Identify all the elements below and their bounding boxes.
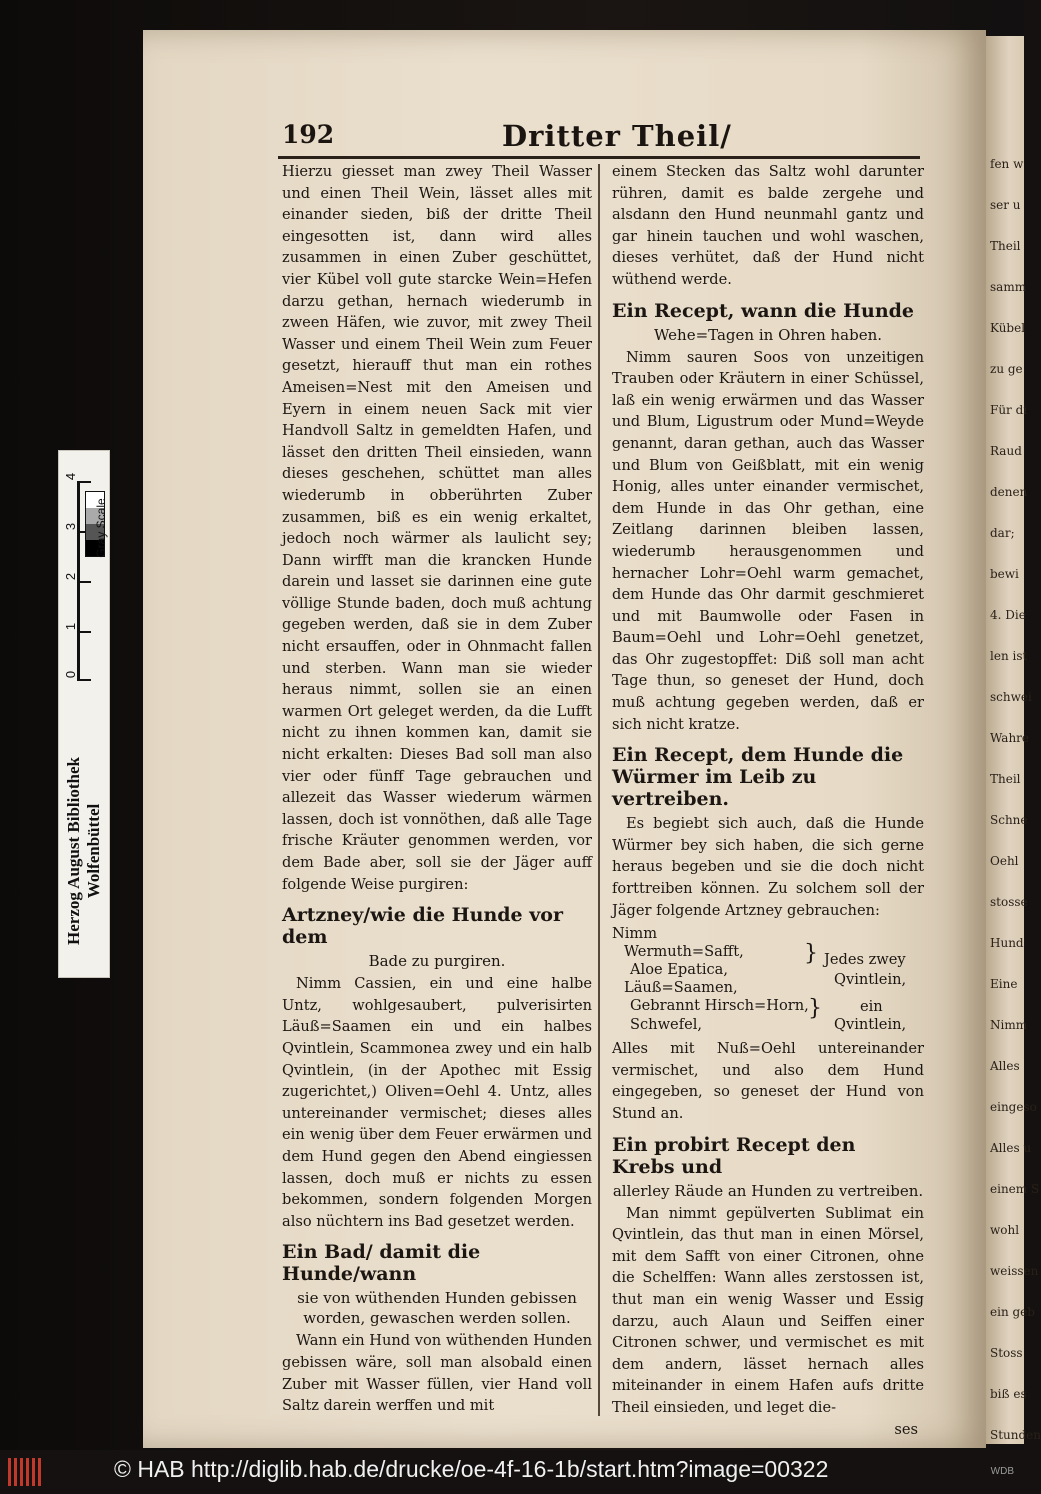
- next-page-fragment: Raud: [990, 444, 1022, 458]
- recipe-dose: Jedes zwey: [824, 951, 906, 969]
- brace-icon: }: [808, 996, 822, 1022]
- section-subheading: Wehe=Tagen in Ohren haben.: [653, 325, 883, 344]
- section-subheading: Bade zu purgiren.: [368, 952, 506, 971]
- paragraph: Nimm sauren Soos von unzeitigen Trauben oder Kräutern in einer Schüssel, laß ein wenig erwärmen und das Wasser und Blum, Ligustrum oder Mund=Weyde genannt, daran gethan, auch das Wasser und Blum von Geißblatt, mit ein wenig Honig, alles unter einander vermischet, dem Hunde in das Ohr gethan, eine Zeitlang darinnen bleiben lassen, wiederumb herausgenommen und hernacher Lohr=Oehl warm gemachet, dem Hunde das Ohr darmit geschmieret und mit Baumwolle oder Fasen in Baum=Oehl und Lohr=Oehl genetzet, das Ohr zugestopffet: Diß soll man acht Tage thun, so geneset der Hund, doch muß achtung gegeben werden, daß er sich nicht kratze.: [612, 348, 924, 733]
- library-label-card: [58, 450, 110, 978]
- next-page-fragment: len ist: [990, 649, 1028, 663]
- next-page-fragment: ein geb: [990, 1305, 1035, 1319]
- next-page-fragment: biß es: [990, 1387, 1027, 1401]
- catchword: ses: [894, 1420, 918, 1438]
- footer-url[interactable]: © HAB http://diglib.hab.de/drucke/oe-4f-16-1b/start.htm?image=00322: [114, 1456, 829, 1482]
- ruler-number: 1: [63, 622, 79, 631]
- next-page-fragment: Nimm: [990, 1018, 1028, 1032]
- next-page-fragment: wohl: [990, 1223, 1020, 1237]
- right-column: [612, 161, 924, 1440]
- section-heading: Ein Bad/ damit die Hunde/wann: [282, 1241, 481, 1286]
- recipe-item: Läuß=Saamen,: [624, 979, 738, 997]
- next-page-fragment: Schne: [990, 813, 1028, 827]
- next-page-fragment: Für di: [990, 403, 1028, 417]
- ruler-number: 3: [63, 522, 79, 531]
- footer-mark: WDB: [990, 1466, 1014, 1477]
- next-page-fragments: [986, 156, 1041, 1444]
- paragraph: Hierzu giesset man zwey Theil Wasser und einen Theil Wein, lässet alles mit einander sieden, biß der dritte Theil eingesotten ist, dann wird alles zusammen in einen Zuber geschüttet, vier Kübel voll gute starcke Wein=Hefen darzu gethan, hernach wiederumb in zween Häfen, wie zuvor, mit zwey Theil Wasser und einem Theil Wein zum Feuer gesetzt, hierauff thut man ein rothes Ameisen=Nest mit den Ameisen und Eyern in einem neuen Sack mit vier Handvoll Saltz in gemeldten Hafen, und lässet den dritten Theil einsieden, wann dieses geschehen, schüttet man alles wiederumb in obberührten Zuber zusammen, biß es ein wenig erkaltet, jedoch noch wärmer als laulicht sey; Dann wirfft man die krancken Hunde darein und lasset sie darinnen eine gute völlige Stunde baden, doch muß achtung gegeben werden, daß sie in dem Zuber nicht ersauffen, oder in Ohnmacht fallen und sterben. Wann man sie wieder heraus nimmt, sollen sie an einen warmen Ort geleget werden, da die Lufft nicht zu ihnen kommen kan, damit sie nicht erkalten: Dieses Bad soll man also vier oder fünff Tage gebrauchen und allezeit das Wasser wiederum wärmen lassen, doch ist vonnöthen, daß alle Tage frische Kräuter genommen werden, vor dem Bade aber, soll sie der Jäger auff folgende Weise purgiren:: [282, 163, 592, 893]
- recipe-item: Aloe Epatica,: [630, 961, 729, 979]
- gray-scale-label: Gray Scale: [94, 498, 108, 558]
- next-page-fragment: zu ge: [990, 362, 1023, 376]
- paragraph: einem Stecken das Saltz wohl darunter rühren, damit es balde zergehe und alsdann den Hund neunmahl gantz und gar hinein tauchen und wohl waschen, dieses verhütet, daß der Hund nicht wüthend werde.: [612, 163, 924, 288]
- library-city: Wolfenbüttel: [84, 803, 103, 899]
- next-page-fragment: Alles: [990, 1059, 1020, 1073]
- recipe-dose: ein: [860, 998, 883, 1016]
- next-page-fragment: ser u: [990, 198, 1021, 212]
- next-page-edge: [986, 36, 1041, 1444]
- next-page-fragment: Hund: [990, 936, 1024, 950]
- hab-logo-icon: [8, 1458, 44, 1486]
- section-subheading: sie von wüthenden Hunden gebissen worden, gewaschen werden sollen.: [297, 1289, 577, 1328]
- next-page-fragment: Theil: [990, 239, 1021, 253]
- ruler-number: 0: [63, 670, 79, 679]
- next-page-fragment: dar;: [990, 526, 1015, 540]
- left-column: [282, 161, 592, 1417]
- section-heading: Ein Recept, dem Hunde die Würmer im Leib zu vertreiben.: [612, 744, 904, 811]
- page-header: [282, 120, 922, 158]
- recipe-dose: Qvintlein,: [834, 1016, 907, 1034]
- brace-icon: }: [804, 941, 818, 967]
- next-page-fragment: fen w: [990, 157, 1024, 171]
- next-page-fragment: Theil: [990, 772, 1021, 786]
- header-rule: [278, 156, 920, 159]
- next-page-fragment: samm: [990, 280, 1027, 294]
- next-page-fragment: weissen: [990, 1264, 1039, 1278]
- recipe-item: Schwefel,: [630, 1016, 703, 1034]
- running-head: Dritter Theil/: [502, 119, 732, 153]
- next-page-fragment: eingeso: [990, 1100, 1037, 1114]
- paragraph: Es begiebt sich auch, daß die Hunde Würmer bey sich haben, die sich gerne heraus begeben und sie die doch nicht forttreiben können. Zu solchem soll der Jäger folgende Artzney gebrauchen:: [612, 815, 924, 919]
- recipe-item: Gebrannt Hirsch=Horn,: [630, 997, 809, 1015]
- section-heading: Ein Recept, wann die Hunde: [612, 299, 915, 322]
- next-page-fragment: Stoss: [990, 1346, 1023, 1360]
- recipe-nimm: Nimm: [612, 925, 658, 943]
- paragraph: Man nimmt gepülverten Sublimat ein Qvintlein, das thut man in einen Mörsel, mit dem Safft von einer Citronen, ohne die Schelffen: Wann alles zerstossen ist, thut man ein wenig Wasser und Essig darzu, auch Alaun und Seiffen einer Citronen schwer, und vermischet es mit dem andern, lässet hernach alles miteinander in einem Hafen aufs dritte Theil einsieden, und leget die-: [612, 1204, 924, 1416]
- section-heading: Artzney/wie die Hunde vor dem: [282, 904, 563, 949]
- next-page-fragment: denen: [990, 485, 1028, 499]
- paragraph: Alles mit Nuß=Oehl untereinander vermischet, und also dem Hund eingegeben, so geneset der Hund von Stund an.: [612, 1040, 924, 1122]
- next-page-fragment: Oehl: [990, 854, 1019, 868]
- next-page-fragment: schwei: [990, 690, 1032, 704]
- paragraph: Wann ein Hund von wüthenden Hunden gebissen wäre, soll man alsobald einen Zuber mit Wasser füllen, vier Hand voll Saltz darein werffen und mit: [282, 1332, 592, 1415]
- ruler-number: 4: [63, 472, 79, 481]
- next-page-fragment: Stunden: [990, 1428, 1041, 1442]
- recipe-dose: Qvintlein,: [834, 971, 907, 989]
- ruler-number: 2: [63, 572, 79, 581]
- next-page-fragment: Kübel: [990, 321, 1026, 335]
- page-number: 192: [282, 120, 335, 149]
- next-page-fragment: Alles u: [990, 1141, 1032, 1155]
- next-page-fragment: 4. Die: [990, 608, 1026, 622]
- next-page-fragment: Eine: [990, 977, 1018, 991]
- paragraph: Nimm Cassien, ein und eine halbe Untz, wohlgesaubert, pulverisirten Läuß=Saamen ein und ein halbes Qvintlein, Scammonea zwey und ein halb Qvintlein, (in der Apothec mit Essig zugerichtet,) Oliven=Oehl 4. Untz, alles untereinander vermischet; dieses alles ein wenig über dem Feuer erwärmen und dem Hund gegen den Abend eingiessen lassen, doch muß er nichts zu essen bekommen, sondern folgenden Morgen also nüchtern ins Bad gesetzet werden.: [282, 975, 592, 1230]
- section-subheading: allerley Räude an Hunden zu vertreiben.: [612, 1181, 924, 1200]
- recipe-item: Wermuth=Safft,: [624, 943, 744, 961]
- viewer-footer: [0, 1450, 1024, 1494]
- next-page-fragment: Wahre: [990, 731, 1030, 745]
- column-divider: [598, 164, 600, 1416]
- next-page-fragment: stosse: [990, 895, 1028, 909]
- next-page-fragment: bewi: [990, 567, 1019, 581]
- next-page-fragment: einem S: [990, 1182, 1040, 1196]
- library-name: Herzog August Bibliothek: [64, 757, 83, 945]
- section-heading: Ein probirt Recept den Krebs und: [612, 1133, 856, 1178]
